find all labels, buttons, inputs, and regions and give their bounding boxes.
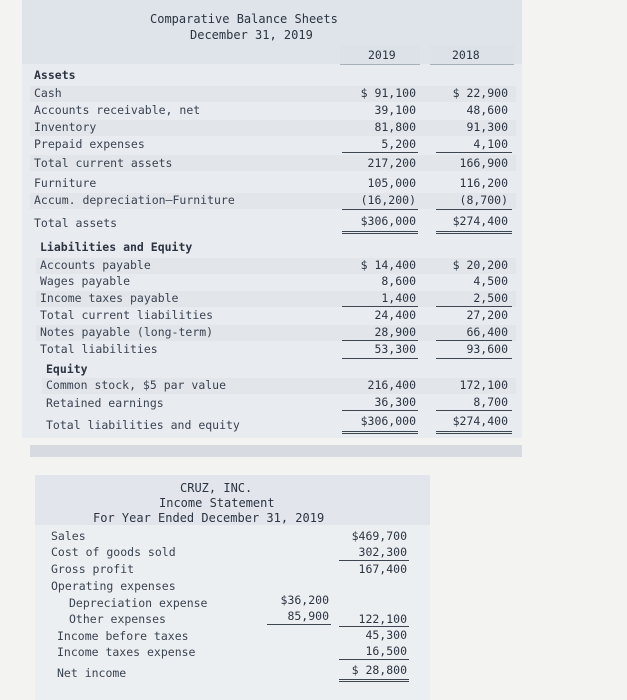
rule [342, 152, 418, 153]
liability-2019: 24,400 [374, 308, 416, 322]
asset-2018: (8,700) [459, 193, 508, 207]
rule [436, 410, 512, 411]
equity-label: Retained earnings [46, 396, 164, 410]
col-header-2019: 2019 [368, 48, 396, 62]
asset-2018: $274,400 [452, 214, 508, 228]
balance-sheet-date: December 31, 2019 [190, 28, 313, 42]
liability-label: Wages payable [40, 274, 131, 288]
rule [342, 340, 418, 341]
is-label: Income before taxes [57, 629, 189, 643]
is-outer-value: 302,300 [358, 545, 407, 559]
section-divider [30, 445, 522, 457]
rule [339, 659, 409, 660]
equity-label: Total liabilities and equity [46, 418, 240, 432]
liability-2019: 53,300 [374, 342, 416, 356]
liability-2018: 4,500 [473, 274, 508, 288]
rule [436, 358, 512, 359]
is-label: Income taxes expense [57, 645, 196, 659]
rule [436, 209, 512, 210]
asset-label: Furniture [34, 176, 97, 190]
asset-label: Total current assets [34, 156, 173, 170]
liability-label: Notes payable (long-term) [40, 325, 214, 339]
is-outer-value: 45,300 [365, 628, 407, 642]
asset-2019: 39,100 [374, 103, 416, 117]
liability-2018: $ 20,200 [452, 258, 508, 272]
asset-2019: $306,000 [360, 214, 416, 228]
is-label: Other expenses [69, 612, 166, 626]
is-outer-value: $469,700 [351, 529, 407, 543]
balance-sheet-panel [22, 0, 522, 438]
asset-2018: 166,900 [459, 156, 508, 170]
asset-2019: (16,200) [360, 193, 416, 207]
liability-2018: 27,200 [466, 308, 508, 322]
is-outer-value: $ 28,800 [351, 663, 407, 677]
asset-label: Prepaid expenses [34, 137, 145, 151]
liability-2019: $ 14,400 [360, 258, 416, 272]
is-label: Gross profit [51, 562, 135, 576]
liability-2018: 93,600 [466, 342, 508, 356]
is-outer-value: 122,100 [358, 612, 407, 626]
equity-heading: Equity [46, 362, 88, 376]
asset-2019: 81,800 [374, 120, 416, 134]
is-inner-value: 85,900 [287, 609, 329, 623]
asset-label: Accum. depreciation–Furniture [34, 193, 235, 207]
is-outer-value: 167,400 [358, 562, 407, 576]
liability-label: Accounts payable [40, 258, 151, 272]
asset-2018: 4,100 [473, 137, 508, 151]
liability-2018: 2,500 [473, 291, 508, 305]
double-rule [339, 679, 409, 682]
equity-2019: 216,400 [367, 378, 416, 392]
double-rule [436, 431, 512, 434]
rule [339, 560, 409, 561]
rule [342, 410, 418, 411]
is-label: Cost of goods sold [51, 545, 176, 559]
double-rule [436, 231, 512, 234]
equity-2019: $306,000 [360, 414, 416, 428]
liability-2019: 1,400 [381, 291, 416, 305]
asset-label: Total assets [34, 216, 118, 230]
income-statement-panel [35, 475, 430, 700]
asset-2018: 48,600 [466, 103, 508, 117]
col-header-2018: 2018 [452, 48, 480, 62]
double-rule [342, 231, 418, 234]
liability-2019: 8,600 [381, 274, 416, 288]
asset-label: Cash [34, 86, 62, 100]
asset-2019: 105,000 [367, 176, 416, 190]
liability-label: Income taxes payable [40, 291, 179, 305]
income-statement-period: For Year Ended December 31, 2019 [93, 511, 325, 525]
equity-2018: 8,700 [473, 395, 508, 409]
is-inner-value: $36,200 [280, 593, 329, 607]
company-name: CRUZ, INC. [180, 481, 253, 495]
is-label: Net income [57, 666, 127, 680]
equity-label: Common stock, $5 par value [46, 378, 227, 392]
asset-2018: 116,200 [459, 176, 508, 190]
liability-2018: 66,400 [466, 325, 508, 339]
asset-label: Accounts receivable, net [34, 103, 201, 117]
is-outer-value: 16,500 [365, 644, 407, 658]
rule [339, 626, 409, 627]
asset-label: Inventory [34, 120, 97, 134]
is-label: Sales [51, 529, 86, 543]
asset-2019: 5,200 [381, 137, 416, 151]
asset-2018: $ 22,900 [452, 86, 508, 100]
liability-2019: 28,900 [374, 325, 416, 339]
liabilities-heading: Liabilities and Equity [40, 240, 193, 254]
asset-2018: 91,300 [466, 120, 508, 134]
liability-label: Total liabilities [40, 342, 158, 356]
rule [342, 209, 418, 210]
double-rule [342, 431, 418, 434]
asset-2019: $ 91,100 [360, 86, 416, 100]
income-statement-title: Income Statement [159, 496, 275, 510]
is-label: Depreciation expense [69, 596, 208, 610]
assets-heading: Assets [34, 68, 76, 82]
is-label: Operating expenses [51, 579, 176, 593]
equity-2018: 172,100 [459, 378, 508, 392]
balance-sheet-title: Comparative Balance Sheets [150, 12, 338, 26]
rule [436, 152, 512, 153]
equity-2019: 36,300 [374, 395, 416, 409]
equity-2018: $274,400 [452, 414, 508, 428]
rule [436, 340, 512, 341]
rule [342, 358, 418, 359]
liability-label: Total current liabilities [40, 308, 214, 322]
rule [267, 624, 331, 625]
asset-2019: 217,200 [367, 156, 416, 170]
rule [342, 306, 418, 307]
rule [436, 306, 512, 307]
